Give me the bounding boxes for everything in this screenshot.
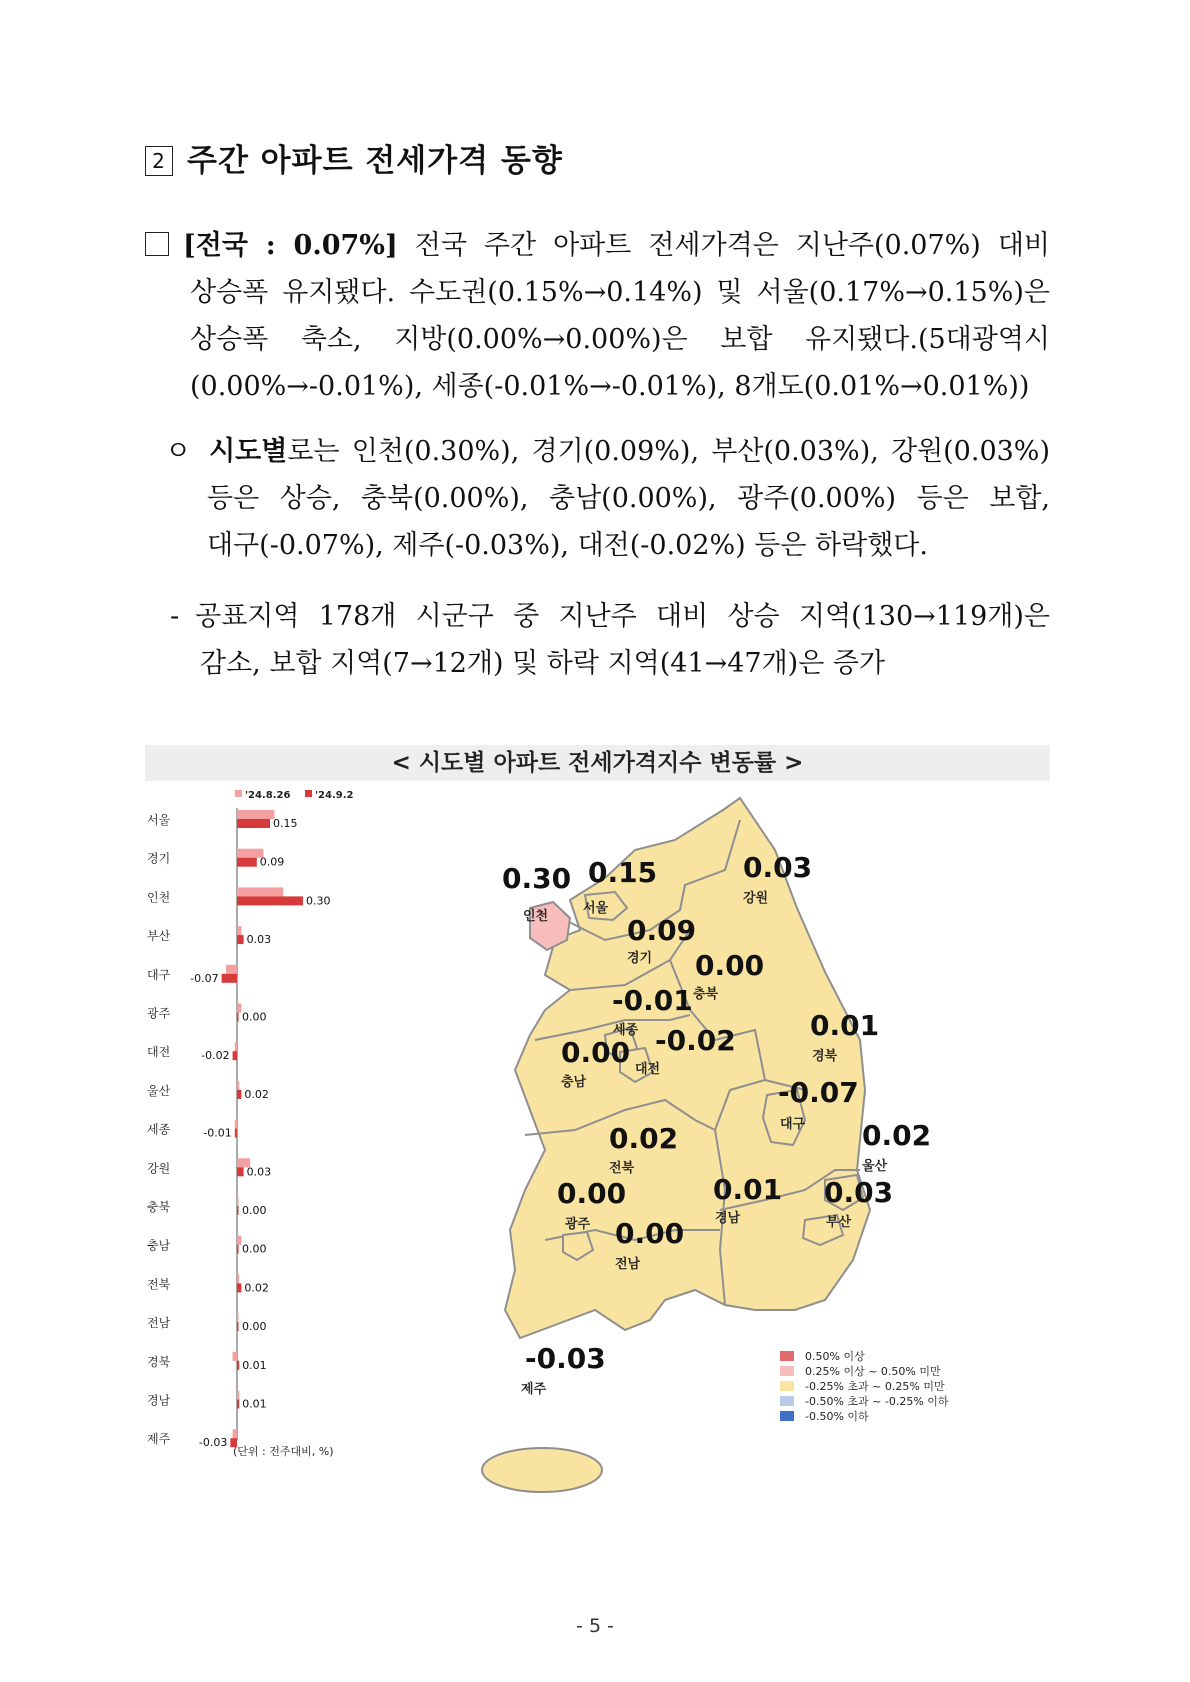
checkbox-square-icon	[145, 232, 169, 256]
region-name-제주: 제주	[521, 1382, 547, 1397]
data-label: -0.01	[203, 1126, 232, 1140]
bar-prev	[237, 1081, 239, 1090]
data-label: 0.03	[246, 933, 272, 947]
region-value-대구: -0.07	[778, 1076, 859, 1109]
region-name-인천: 인천	[523, 909, 549, 924]
paragraph-1-first-line	[145, 222, 1050, 269]
data-label: 0.00	[242, 1010, 267, 1024]
bar-curr	[237, 1167, 244, 1176]
bar-curr	[237, 1206, 239, 1215]
paragraph-2-body	[207, 475, 1050, 569]
legend-color-swatch	[780, 1411, 794, 1421]
category-label: 울산	[147, 1083, 171, 1098]
data-label: 0.02	[244, 1087, 269, 1101]
bar-curr	[237, 896, 303, 905]
bar-prev	[235, 1042, 237, 1051]
paragraph-3-first-line	[170, 593, 1050, 640]
data-label: 0.00	[242, 1204, 267, 1217]
data-label: 0.01	[242, 1358, 267, 1372]
data-label: 0.09	[259, 855, 285, 869]
figure-title: < 시도별 아파트 전세가격지수 변동률 >	[145, 745, 1050, 781]
category-label: 서울	[147, 813, 171, 827]
bar-prev	[237, 1236, 241, 1245]
category-label: 경기	[147, 851, 171, 866]
bar-prev	[237, 1313, 239, 1322]
legend-swatch-0	[235, 790, 242, 797]
paragraph-2-lead: 시도별	[209, 436, 288, 467]
data-label: 0.30	[306, 894, 331, 908]
region-name-대구: 대구	[780, 1117, 806, 1132]
map-legend	[780, 1349, 949, 1423]
bar-prev	[237, 1274, 239, 1283]
region-name-경기: 경기	[627, 951, 653, 966]
legend-color-label: 0.50% 이상	[805, 1350, 865, 1363]
bar-prev	[237, 1391, 239, 1400]
paragraph-1-line1: 전국 주간 아파트 전세가격은 지난주(0.07%) 대비	[397, 230, 1050, 261]
region-value-대전: -0.02	[655, 1024, 736, 1057]
bar-prev	[237, 810, 274, 819]
region-value-전북: 0.02	[609, 1122, 679, 1155]
category-label: 충남	[147, 1238, 171, 1253]
legend-label-0: '24.8.26	[245, 790, 291, 801]
region-name-서울: 서울	[583, 901, 609, 916]
bar-curr	[222, 974, 237, 983]
bar-curr	[235, 1129, 237, 1138]
paragraph-1-body	[190, 269, 1050, 410]
paragraph-3-line2: 감소, 보합 지역(7→12개) 및 하락 지역(41→47개)은 증가	[200, 648, 886, 679]
category-label: 세종	[147, 1122, 171, 1137]
legend-color-label: -0.50% 이하	[805, 1410, 869, 1423]
bar-curr	[237, 1013, 239, 1022]
category-label: 대전	[147, 1045, 171, 1060]
region-value-전남: 0.00	[615, 1217, 685, 1250]
bar-curr	[233, 1051, 237, 1060]
region-name-광주: 광주	[565, 1217, 591, 1232]
data-label: -0.03	[198, 1436, 228, 1450]
region-value-강원: 0.03	[743, 851, 813, 884]
section-number: 2	[145, 146, 173, 176]
region-value-경기: 0.09	[627, 914, 697, 947]
legend-color-label: -0.25% 초과 ~ 0.25% 미만	[805, 1380, 945, 1393]
region-name-강원: 강원	[743, 891, 769, 906]
legend-color-label: -0.50% 초과 ~ -0.25% 이하	[805, 1395, 949, 1408]
unit-note: (단위 : 전주대비, %)	[233, 1445, 334, 1458]
bar-curr	[237, 1245, 239, 1254]
paragraph-2-line1: 로는 인천(0.30%), 경기(0.09%), 부산(0.03%), 강원(0.03%)	[287, 436, 1050, 467]
data-label: 0.00	[242, 1242, 267, 1256]
paragraph-2-line3: 대구(-0.07%), 제주(-0.03%), 대전(-0.02%) 등은 하락했다.	[207, 530, 928, 561]
region-name-부산: 부산	[826, 1215, 852, 1230]
paragraph-3-body	[200, 640, 1050, 687]
region-name-경남: 경남	[715, 1211, 741, 1226]
region-value-부산: 0.03	[824, 1176, 894, 1209]
region-value-세종: -0.01	[612, 984, 693, 1017]
legend-color-swatch	[780, 1351, 794, 1361]
bar-prev	[233, 1352, 237, 1361]
category-label: 강원	[147, 1161, 171, 1176]
section-title	[145, 135, 563, 180]
paragraph-2-first-line	[165, 428, 1050, 475]
bar-prev	[226, 965, 237, 974]
paragraph-2-bullet: ㅇ	[165, 436, 192, 467]
bar-prev	[237, 887, 283, 896]
bar-prev	[233, 1429, 237, 1438]
bar-chart	[145, 790, 475, 1560]
category-label: 대구	[147, 967, 171, 982]
region-value-제주: -0.03	[525, 1342, 606, 1375]
paragraph-3-bullet: -	[170, 601, 180, 632]
category-label: 인천	[147, 890, 171, 905]
category-label: 광주	[147, 1006, 171, 1021]
paragraph-1-line3: 상승폭 축소, 지방(0.00%→0.00%)은 보합 유지됐다.(5대광역시	[190, 324, 1050, 355]
paragraph-1-lead: [전국 : 0.07%]	[183, 230, 398, 261]
category-label: 충북	[147, 1200, 171, 1214]
bar-prev	[237, 1197, 239, 1206]
region-name-전북: 전북	[609, 1161, 635, 1176]
paragraph-2-line2: 등은 상승, 충북(0.00%), 충남(0.00%), 광주(0.00%) 등은 보합,	[207, 483, 1050, 514]
korea-map	[475, 790, 1050, 1560]
paragraph-3-line1: 공표지역 178개 시군구 중 지난주 대비 상승 지역(130→119개)은	[195, 601, 1050, 632]
region-name-대전: 대전	[635, 1062, 661, 1077]
region-value-충남: 0.00	[561, 1036, 631, 1069]
category-label: 경남	[147, 1393, 171, 1408]
region-value-인천: 0.30	[502, 862, 572, 895]
bar-curr	[237, 1090, 241, 1099]
jeju-shape	[482, 1448, 602, 1492]
bar-curr	[237, 1322, 239, 1331]
category-label: 부산	[147, 929, 171, 944]
legend-color-swatch	[780, 1396, 794, 1406]
region-name-울산: 울산	[862, 1159, 888, 1174]
page-number: - 5 -	[576, 1615, 614, 1637]
legend-color-label: 0.25% 이상 ~ 0.50% 미만	[805, 1365, 941, 1378]
bar-prev	[237, 926, 241, 935]
region-name-전남: 전남	[615, 1257, 641, 1272]
category-label: 전남	[147, 1316, 171, 1331]
paragraph-1-line2: 상승폭 유지됐다. 수도권(0.15%→0.14%) 및 서울(0.17%→0.15%)은	[190, 277, 1050, 308]
bar-curr	[237, 1283, 241, 1292]
region-value-서울: 0.15	[588, 856, 658, 889]
region-name-경북: 경북	[812, 1049, 838, 1064]
data-label: -0.02	[201, 1049, 230, 1063]
legend-label-1: '24.9.2	[315, 790, 354, 801]
bar-curr	[237, 935, 244, 944]
region-name-충북: 충북	[693, 987, 719, 1002]
category-label: 경북	[147, 1354, 171, 1369]
bar-prev	[235, 1120, 237, 1129]
region-name-세종: 세종	[613, 1023, 639, 1038]
region-value-충북: 0.00	[695, 949, 765, 982]
data-label: 0.00	[242, 1320, 267, 1334]
category-label: 제주	[147, 1432, 171, 1447]
bar-curr	[237, 858, 257, 867]
data-label: 0.15	[273, 817, 298, 830]
figure	[145, 790, 1050, 1560]
region-value-울산: 0.02	[862, 1119, 932, 1152]
legend-color-swatch	[780, 1381, 794, 1391]
data-label: -0.07	[190, 971, 219, 985]
data-label: 0.03	[246, 1165, 272, 1179]
bar-prev	[237, 1004, 241, 1013]
data-label: 0.01	[242, 1397, 267, 1411]
category-label: 전북	[147, 1277, 171, 1292]
bar-curr	[237, 819, 270, 828]
bar-curr	[237, 1400, 239, 1409]
region-value-광주: 0.00	[557, 1177, 627, 1210]
section-title-text: 주간 아파트 전세가격 동향	[187, 143, 563, 179]
bar-curr	[237, 1361, 239, 1370]
legend-color-swatch	[780, 1366, 794, 1376]
region-value-경남: 0.01	[713, 1173, 783, 1206]
data-label: 0.02	[244, 1281, 269, 1295]
region-value-경북: 0.01	[810, 1009, 880, 1042]
region-name-충남: 충남	[561, 1075, 587, 1090]
paragraph-1-line4: (0.00%→-0.01%), 세종(-0.01%→-0.01%), 8개도(0.01%→0.01%))	[190, 371, 1030, 402]
legend-swatch-1	[305, 790, 312, 797]
